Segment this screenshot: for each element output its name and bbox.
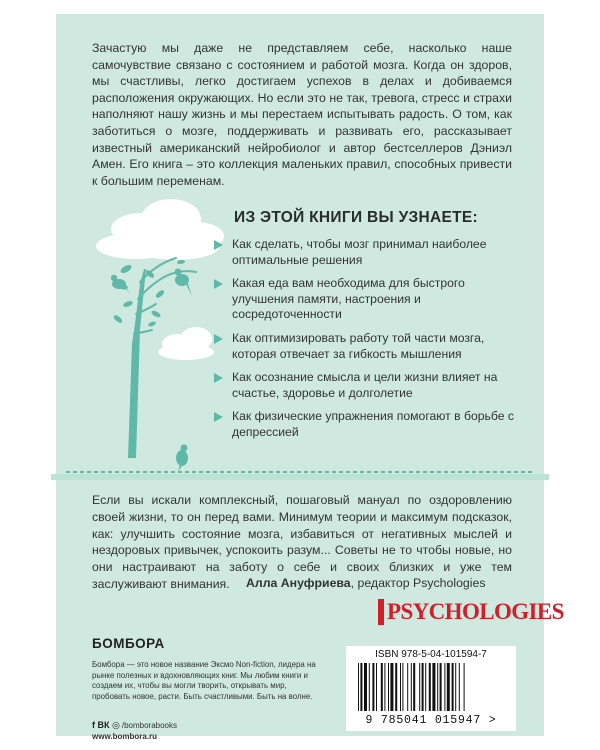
barcode-bar <box>364 663 367 711</box>
publisher-brand: БОМБОРА <box>92 636 165 651</box>
barcode-bar <box>459 663 460 711</box>
tree-trunk <box>128 269 146 458</box>
barcode-bar <box>452 663 454 711</box>
barcode-bar <box>381 663 383 711</box>
triangle-bullet-icon <box>214 373 223 383</box>
barcode-bars <box>358 663 504 711</box>
barcode-bar <box>407 663 408 711</box>
review-author: Алла Ануфриева <box>246 576 351 590</box>
barcode-bar <box>419 663 420 711</box>
barcode-bar <box>437 663 438 711</box>
barcode-bar <box>464 663 465 711</box>
barcode-bar <box>411 663 412 711</box>
barcode-bar <box>384 663 385 711</box>
benefit-item: Как осознание смысла и цели жизни влияет на счастье, здоровье и долголетие <box>214 370 514 401</box>
triangle-bullet-icon <box>214 240 223 250</box>
barcode-block <box>346 646 516 731</box>
benefit-item: Как физические упражнения помогают в борьбе с депрессией <box>214 409 514 440</box>
social-handle: /bomborabooks <box>121 721 177 730</box>
barcode-bar <box>432 663 435 711</box>
ground-line <box>51 472 549 480</box>
barcode-bar <box>402 663 403 711</box>
bird-right <box>175 269 193 297</box>
barcode-bar <box>413 663 415 711</box>
review-signature <box>246 576 485 590</box>
barcode-bar <box>425 663 426 711</box>
barcode-bar <box>390 663 393 711</box>
barcode-bar <box>429 663 431 711</box>
bird-on-ground <box>176 445 188 473</box>
benefits-heading: ИЗ ЭТОЙ КНИГИ ВЫ УЗНАЕТЕ: <box>234 209 479 226</box>
triangle-bullet-icon <box>214 334 223 344</box>
barcode-bar <box>358 663 359 711</box>
cloud-small <box>158 327 214 360</box>
isbn-label: ISBN 978-5-04-101594-7 <box>375 649 487 660</box>
barcode-bar <box>447 663 450 711</box>
triangle-bullet-icon <box>214 412 223 422</box>
barcode-bar <box>444 663 445 711</box>
cloud-large <box>96 199 224 260</box>
barcode-bar <box>360 663 362 711</box>
barcode-digits: 9 785041 015947 > <box>365 714 497 727</box>
triangle-bullet-icon <box>214 279 223 289</box>
barcode-bar <box>395 663 397 711</box>
book-back-cover <box>56 14 564 741</box>
barcode-bar <box>369 663 370 711</box>
barcode-bar <box>400 663 401 711</box>
barcode-bar <box>455 663 456 711</box>
barcode-bar <box>372 663 374 711</box>
publisher-website[interactable]: www.bombora.ru <box>92 732 158 741</box>
benefit-item: Какая еда вам необходима для быстрого улучшения памяти, настроения и сосредоточенности <box>214 276 514 323</box>
review-text: Если вы искали комплексный, пошаговый мануал по оздоровлению своей жизни, то он перед вами. Минимум теории и максимум подсказок, как: улучшить состояние мозга, избавиться от негативных мыслей и нездоровых привычек, успокоить разум... Советы не то чтобы новые, но они настраивают на заботу о себе и своих близких и уже тем заслуживают внимания. <box>92 493 512 591</box>
publisher-description: Бомбора — это новое название Эксмо Non-fiction, лидера на рынке полезных и вдохновляющих книг. Мы любим книги и создаем их, чтобы вы могли творить, открывать мир, пробовать новое, расти. Быть счастливыми. Быть на волне. <box>92 660 316 701</box>
psychologies-logo <box>378 595 564 629</box>
benefit-item: Как оптимизировать работу той части мозга, которая отвечает за гибкость мышления <box>214 331 514 362</box>
benefit-item: Как сделать, чтобы мозг принимал наиболее оптимальные решения <box>214 237 514 268</box>
social-icons: f ВК ◎ <box>92 720 120 730</box>
tree-branches <box>134 258 196 334</box>
barcode-bar <box>440 663 442 711</box>
benefits-list <box>214 229 514 441</box>
barcode-bar <box>422 663 424 711</box>
review-author-role: , редактор Psychologies <box>350 576 486 590</box>
tree-leaves <box>113 259 186 327</box>
bird-left <box>111 275 130 294</box>
social-links[interactable] <box>92 720 177 731</box>
intro-text: Зачастую мы даже не представляем себе, насколько наше самочувствие связано с состоянием и работой мозга. Когда он здоров, мы счастливы, легко достигаем успехов в делах и добиваемся расположения окружающих. Но если это не так, тревога, стресс и страхи наполняют нашу жизнь и мы перестаем испытывать радость. О том, как заботиться о мозге, поддерживать и развивать его, рассказывает известный американский нейробиолог и автор бестселлеров Дэниэл Амен. Его книга – это коллекция маленьких правил, способных привести к большим переменам. <box>92 41 512 188</box>
barcode-bar <box>388 663 389 711</box>
logo-tag-icon <box>378 599 384 625</box>
barcode-bar <box>376 663 377 711</box>
psychologies-wordmark: PSYCHOLOGIES <box>387 599 564 624</box>
